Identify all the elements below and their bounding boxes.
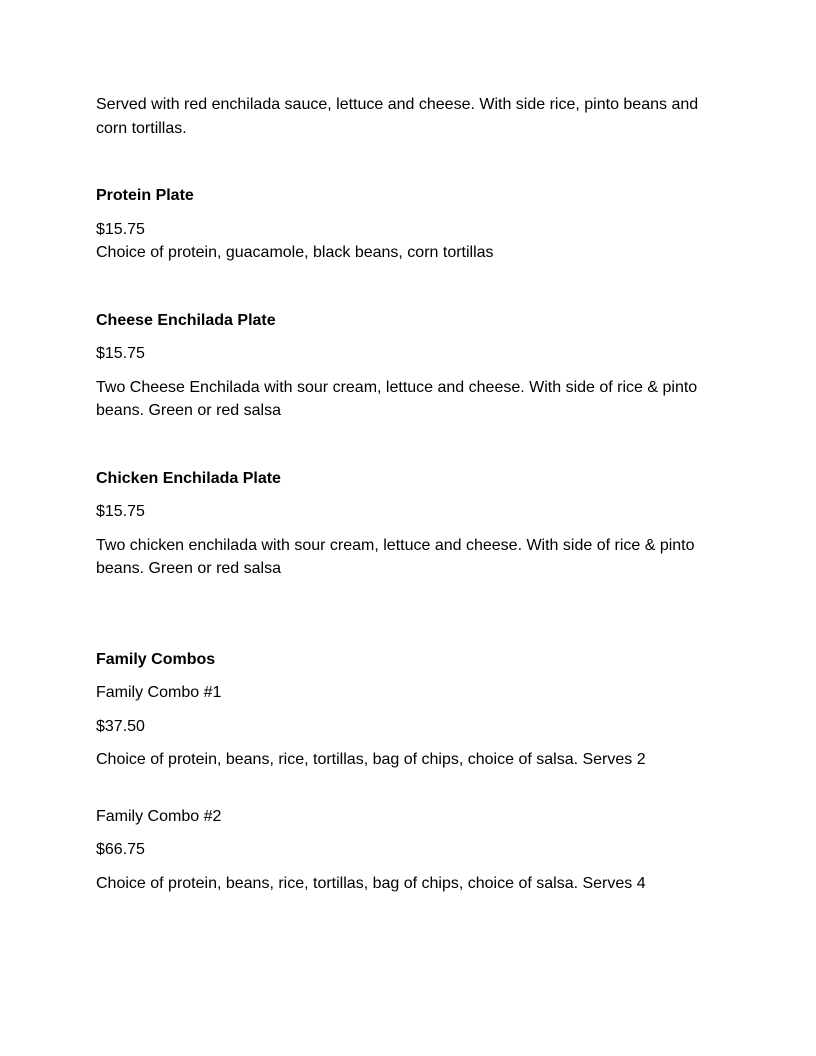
protein-plate-section: [96, 184, 720, 265]
chicken-enchilada-section: [96, 467, 720, 581]
family-combos-section: [96, 648, 720, 896]
family-combo-2-name: Family Combo #2: [96, 807, 222, 825]
intro-description: Served with red enchilada sauce, lettuce and cheese. With side rice, pinto beans and corn tortillas.: [96, 96, 699, 137]
chicken-enchilada-description: Two chicken enchilada with sour cream, lettuce and cheese. With side of rice & pinto beans. Green or red salsa: [96, 536, 695, 577]
cheese-enchilada-price: $15.75: [96, 345, 145, 362]
family-combo-1-description: Choice of protein, beans, rice, tortillas, bag of chips, choice of salsa. Serves 2: [96, 751, 646, 768]
chicken-enchilada-price: $15.75: [96, 503, 145, 520]
cheese-enchilada-title: Cheese Enchilada Plate: [96, 311, 276, 329]
cheese-enchilada-section: [96, 309, 720, 423]
family-combos-title: Family Combos: [96, 650, 216, 668]
family-combo-1-price: $37.50: [96, 717, 145, 735]
family-combo-1-name: Family Combo #1: [96, 684, 222, 701]
family-combo-2-price: $66.75: [96, 841, 145, 858]
family-combo-2-description: Choice of protein, beans, rice, tortillas, bag of chips, choice of salsa. Serves 4: [96, 874, 646, 892]
document-page: [96, 93, 720, 895]
protein-plate-price: $15.75: [96, 220, 145, 238]
protein-plate-title: Protein Plate: [96, 187, 194, 204]
chicken-enchilada-title: Chicken Enchilada Plate: [96, 469, 281, 487]
protein-plate-description: Choice of protein, guacamole, black beans, corn tortillas: [96, 244, 494, 261]
cheese-enchilada-description: Two Cheese Enchilada with sour cream, lettuce and cheese. With side of rice & pinto beans. Green or red salsa: [96, 378, 698, 419]
